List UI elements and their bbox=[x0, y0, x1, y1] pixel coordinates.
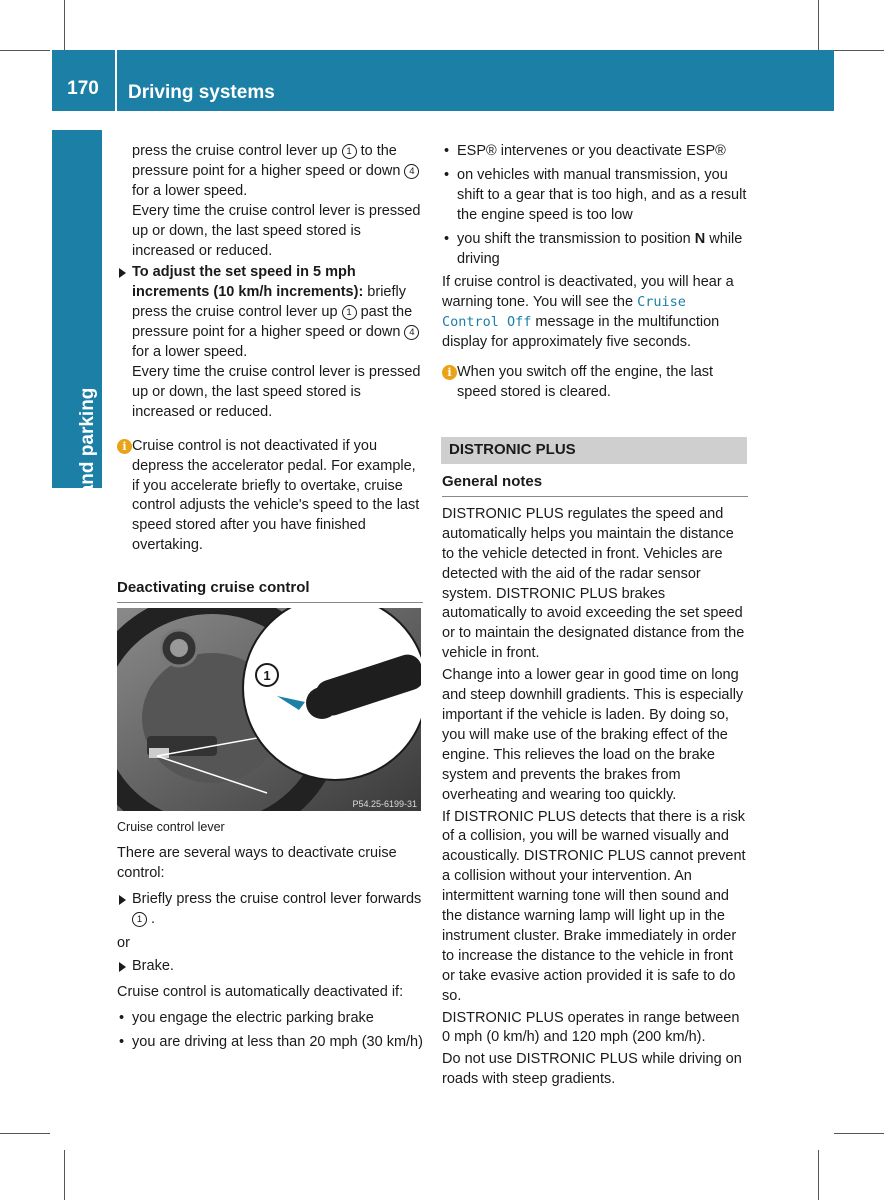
list-item: • on vehicles with manual transmission, you shift to a gear that is too high, and as a result the engine speed is too low bbox=[442, 166, 748, 226]
crop-mark bbox=[818, 1150, 819, 1200]
callout-number: 1 bbox=[342, 305, 357, 320]
crop-mark bbox=[64, 0, 65, 50]
photo-caption: Cruise control lever bbox=[117, 820, 225, 834]
page-header bbox=[52, 50, 834, 111]
info-icon: i bbox=[442, 365, 457, 380]
section-side-tab bbox=[52, 130, 102, 566]
callout-number: 4 bbox=[404, 325, 419, 340]
paragraph: Every time the cruise control lever is pressed up or down, the last speed stored is increased or reduced. bbox=[132, 363, 421, 420]
paragraph: DISTRONIC PLUS operates in range between 0 mph (0 km/h) and 120 mph (200 km/h). bbox=[442, 1009, 740, 1046]
header-divider bbox=[115, 50, 117, 111]
steering-wheel-illustration bbox=[117, 608, 421, 811]
subsection-heading: Deactivating cruise control bbox=[117, 578, 423, 603]
paragraph: press the cruise control lever up 1 to the pressure point for a higher speed or down 4 for a lower speed. bbox=[117, 142, 423, 202]
chapter-title: Driving systems bbox=[128, 82, 275, 103]
callout-number: 1 bbox=[132, 912, 147, 927]
display-message: Cruise Control Off bbox=[442, 294, 686, 331]
left-column-lower bbox=[117, 818, 423, 1053]
paragraph: Do not use DISTRONIC PLUS while driving on roads with steep gradients. bbox=[442, 1051, 742, 1088]
paragraph: or bbox=[117, 934, 130, 951]
paragraph: DISTRONIC PLUS regulates the speed and automatically helps you maintain the distance to the vehicle detected in front. Vehicles are detected with the aid of the radar sensor system. DISTRONIC PLUS brakes automatically to avoid exceeding the set speed or to maintain the designated distance from the vehicle in front. bbox=[442, 505, 745, 662]
page-number: 170 bbox=[67, 78, 99, 99]
info-note: i Cruise control is not deactivated if you depress the accelerator pedal. For example, if you accelerate briefly to overtake, cruise control adjusts the vehicle's speed to the last speed stored after you have finished overtaking. bbox=[117, 437, 423, 556]
crop-mark bbox=[0, 1133, 50, 1134]
list-item: • you are driving at less than 20 mph (30 km/h) bbox=[117, 1033, 423, 1053]
photo-callout-number: 1 bbox=[263, 668, 271, 683]
info-icon: i bbox=[117, 439, 132, 454]
crop-mark bbox=[834, 50, 884, 51]
step-item: Brake. bbox=[117, 957, 423, 977]
list-item: • you shift the transmission to position N while driving bbox=[442, 230, 748, 270]
paragraph: Change into a lower gear in good time on long and steep downhill gradients. This is especially important if the vehicle is laden. By doing so, you will make use of the braking effect of the engine. This relieves the load on the brake system and prevents the brakes from overheating and wearing too quickly. bbox=[442, 667, 744, 803]
paragraph: If cruise control is deactivated, you will hear a warning tone. You will see the Cruise Control Off message in the multifunction display for approximately five seconds. bbox=[442, 274, 734, 351]
step-item: To adjust the set speed in 5 mph increments (10 km/h increments): briefly press the cruise control lever up 1 past the pressure point for a higher speed or down 4 for a lower speed. bbox=[117, 263, 423, 363]
crop-mark bbox=[0, 50, 50, 51]
section-heading: DISTRONIC PLUS bbox=[449, 441, 576, 458]
crop-mark bbox=[64, 1150, 65, 1200]
cruise-control-lever-photo bbox=[117, 608, 421, 811]
info-note: i When you switch off the engine, the last speed stored is cleared. bbox=[442, 363, 748, 403]
paragraph: Cruise control is automatically deactivated if: bbox=[117, 984, 404, 1001]
list-item: • ESP® intervenes or you deactivate ESP® bbox=[442, 142, 748, 162]
side-tab-label: Driving and parking bbox=[77, 387, 98, 566]
list-item: • you engage the electric parking brake bbox=[117, 1009, 423, 1029]
paragraph: If DISTRONIC PLUS detects that there is a risk of a collision, you will be warned visually and acoustically. DISTRONIC PLUS cannot prevent a collision without your intervention. An intermittent warning tone will then sound and the distance warning lamp will light up in the instrument cluster. Brake immediately in order to increase the distance to the vehicle in front or take evasive action provided it is safe to do so. bbox=[442, 808, 746, 1004]
crop-mark bbox=[834, 1133, 884, 1134]
callout-number: 1 bbox=[342, 144, 357, 159]
photo-code: P54.25-6199-31 bbox=[352, 799, 417, 809]
step-item: Briefly press the cruise control lever forwards 1 . bbox=[117, 890, 423, 930]
left-column bbox=[117, 142, 423, 603]
paragraph: Every time the cruise control lever is pressed up or down, the last speed stored is increased or reduced. bbox=[132, 202, 421, 259]
crop-mark bbox=[818, 0, 819, 50]
paragraph: There are several ways to deactivate cruise control: bbox=[117, 844, 397, 881]
callout-number: 4 bbox=[404, 164, 419, 179]
subsection-heading: General notes bbox=[442, 472, 748, 497]
right-column bbox=[442, 142, 748, 403]
right-column-lower bbox=[442, 472, 748, 1090]
section-heading-bar bbox=[441, 437, 747, 464]
